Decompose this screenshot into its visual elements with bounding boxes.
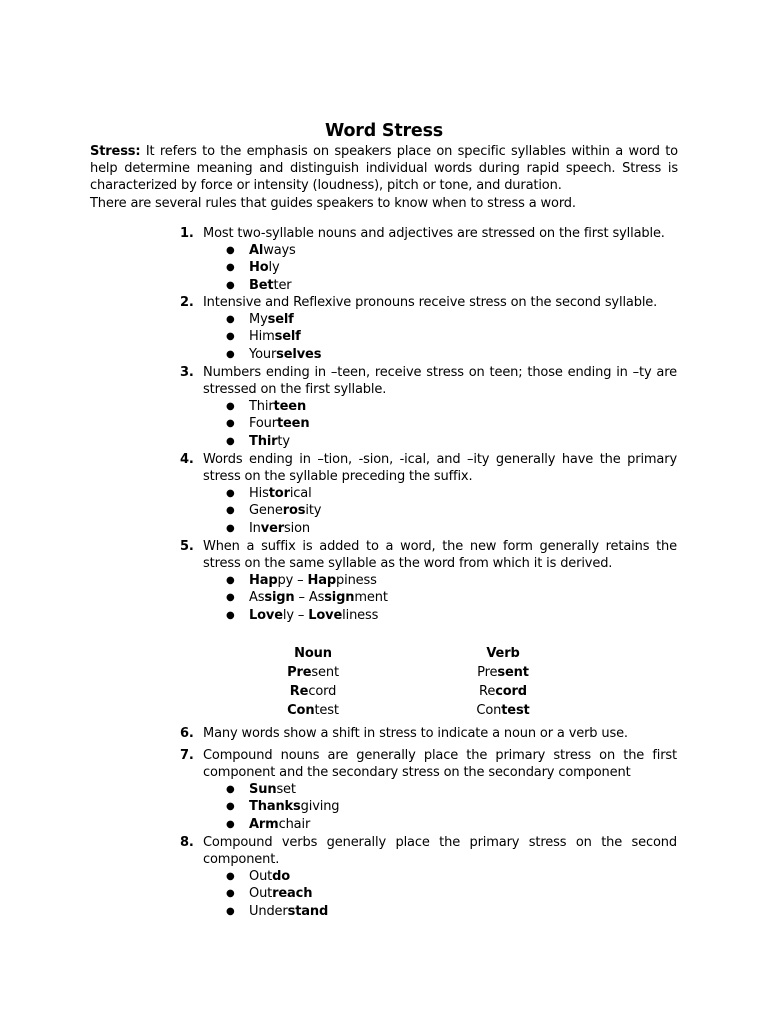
syllable: Re [479, 684, 496, 699]
stress-definition [90, 143, 678, 195]
rule-text: Numbers ending in –teen, receive stress on teen; those ending in –ty are stressed on the first syllable. [203, 365, 677, 398]
syllable: Con [476, 703, 502, 718]
stressed-syllable: Ho [249, 260, 269, 276]
example-word [249, 398, 306, 415]
stressed-syllable: Love [308, 607, 343, 623]
syllable: ty [277, 433, 290, 449]
stressed-syllable: reach [272, 886, 313, 902]
example-item [0, 415, 768, 432]
bullet-icon: ● [226, 418, 235, 430]
example-word [249, 415, 309, 432]
example-word [249, 277, 292, 294]
syllable: Him [249, 329, 275, 345]
stressed-syllable: Bet [249, 277, 274, 293]
example-item [0, 502, 768, 519]
verb-cell [443, 701, 563, 720]
example-item [0, 328, 768, 345]
syllable: His [249, 486, 269, 501]
example-item [0, 903, 768, 920]
stressed-syllable: self [274, 329, 301, 345]
bullet-icon: ● [226, 488, 235, 499]
verb-cell [443, 663, 563, 682]
example-item [0, 398, 768, 415]
syllable: sent [311, 665, 339, 680]
stressed-syllable: Love [249, 607, 283, 623]
example-word [249, 572, 377, 589]
bullet-icon: ● [226, 818, 235, 830]
stressed-syllable: Re [289, 684, 309, 699]
example-item [0, 572, 768, 589]
noun-cell [253, 663, 373, 682]
example-word [249, 607, 378, 624]
syllable: set [276, 782, 296, 797]
bullet-icon: ● [226, 262, 235, 274]
example-word [249, 259, 280, 276]
intro-section [90, 143, 678, 212]
example-item [0, 607, 768, 624]
rule-text: Many words show a shift in stress to indicate a noun or a verb use. [203, 726, 628, 741]
stressed-syllable: Pre [287, 665, 312, 680]
stressed-syllable: self [267, 312, 294, 327]
example-item [0, 259, 768, 276]
example-list [0, 868, 768, 920]
bullet-icon: ● [226, 784, 235, 795]
example-word [249, 885, 312, 902]
syllable: test [314, 703, 339, 718]
example-word [249, 346, 321, 363]
bullet-icon: ● [226, 522, 235, 534]
example-word [249, 520, 310, 537]
stressed-syllable: do [272, 869, 291, 884]
example-item [0, 346, 768, 363]
example-word [249, 433, 290, 450]
verb-header: Verb [486, 646, 520, 661]
stressed-syllable: stand [287, 903, 329, 919]
syllable: ical [289, 486, 312, 501]
example-word [249, 311, 294, 328]
syllable: ity [305, 503, 322, 519]
example-word [249, 781, 296, 798]
syllable: As [249, 590, 265, 606]
syllable: – As [294, 590, 325, 606]
stressed-syllable: Con [287, 703, 315, 718]
syllable: Gene [249, 503, 283, 519]
bullet-icon: ● [226, 505, 235, 517]
syllable: chair [278, 816, 311, 832]
example-word [249, 868, 290, 885]
bullet-icon: ● [226, 279, 235, 291]
stressed-syllable: Al [249, 243, 264, 258]
example-word [249, 589, 388, 606]
rule-number: 8. [180, 835, 194, 850]
rule-text: Most two-syllable nouns and adjectives are stressed on the first syllable. [203, 226, 665, 241]
stressed-syllable: Thanks [249, 799, 301, 815]
example-word [249, 502, 321, 519]
rule-text: Compound verbs generally place the primary stress on the second component. [203, 835, 677, 868]
rule-number: 7. [180, 748, 194, 763]
example-item [0, 885, 768, 902]
example-word [249, 242, 296, 259]
syllable: piness [336, 573, 377, 588]
syllable: Thir [249, 399, 274, 414]
bullet-icon: ● [226, 314, 235, 325]
rule-number: 2. [180, 295, 194, 310]
bullet-icon: ● [226, 801, 235, 813]
page-title: Word Stress [324, 121, 444, 141]
verb-column [443, 645, 563, 720]
stressed-syllable: sign [324, 590, 355, 606]
syllable: Four [249, 416, 277, 432]
noun-header: Noun [294, 646, 332, 661]
stressed-syllable: teen [273, 399, 307, 414]
bullet-icon: ● [226, 609, 235, 621]
stressed-syllable: teen [276, 416, 310, 432]
example-list [0, 311, 768, 363]
stressed-syllable: Arm [249, 816, 279, 832]
syllable: ways [263, 243, 296, 258]
stressed-syllable: sent [497, 665, 529, 680]
example-item [0, 816, 768, 833]
rule-text: When a suffix is added to a word, the new form generally retains the stress on the same syllable as the word from which it is derived. [203, 539, 677, 572]
rule-text: Compound nouns are generally place the primary stress on the first component and the secondary stress on the secondary component [203, 748, 677, 781]
syllable: cord [308, 684, 337, 699]
syllable: Out [249, 869, 273, 884]
syllable: Under [249, 903, 288, 919]
syllable: In [249, 520, 261, 536]
syllable: giving [300, 799, 340, 815]
example-word [249, 328, 301, 345]
stressed-syllable: Hap [249, 573, 278, 588]
noun-cell [253, 701, 373, 720]
stressed-syllable: ros [282, 503, 306, 519]
stressed-syllable: test [501, 703, 530, 718]
rule-number: 4. [180, 452, 194, 467]
stress-label: Stress: [90, 144, 141, 159]
stressed-syllable: Thir [249, 433, 278, 449]
stressed-syllable: cord [495, 684, 527, 699]
stressed-syllable: ver [260, 520, 285, 536]
rule-number: 6. [180, 726, 194, 741]
bullet-icon: ● [226, 331, 235, 343]
noun-cell [253, 682, 373, 701]
bullet-icon: ● [226, 905, 235, 917]
noun-column [253, 645, 373, 720]
example-item [0, 868, 768, 885]
example-word [249, 903, 328, 920]
example-list [0, 781, 768, 833]
bullet-icon: ● [226, 592, 235, 604]
bullet-icon: ● [226, 348, 235, 360]
example-list [0, 572, 768, 624]
syllable: ly [268, 260, 280, 276]
example-item [0, 433, 768, 450]
example-item [0, 485, 768, 502]
verb-cell [443, 682, 563, 701]
example-word [249, 816, 310, 833]
example-item [0, 277, 768, 294]
syllable: sion [284, 520, 311, 536]
example-list [0, 398, 768, 450]
rule-text: Words ending in –tion, -sion, -ical, and –ity generally have the primary stress on the syllable preceding the suffix. [203, 452, 677, 485]
bullet-icon: ● [226, 871, 235, 882]
syllable: My [249, 312, 268, 327]
stressed-syllable: tor [268, 486, 290, 501]
stressed-syllable: Sun [249, 782, 277, 797]
example-list [0, 242, 768, 294]
bullet-icon: ● [226, 401, 235, 412]
example-item [0, 589, 768, 606]
syllable: py – [277, 573, 308, 588]
example-item [0, 311, 768, 328]
stressed-syllable: selves [276, 346, 322, 362]
stressed-syllable: Hap [307, 573, 336, 588]
bullet-icon: ● [226, 575, 235, 586]
syllable: liness [342, 607, 379, 623]
syllable: ly – [282, 607, 309, 623]
example-item [0, 781, 768, 798]
syllable: Out [249, 886, 273, 902]
syllable: Your [249, 346, 277, 362]
example-item [0, 798, 768, 815]
rules-intro: There are several rules that guides speakers to know when to stress a word. [90, 195, 576, 211]
example-word [249, 798, 339, 815]
example-item [0, 520, 768, 537]
example-list [0, 485, 768, 537]
rule-number: 5. [180, 539, 194, 554]
rule-text: Intensive and Reflexive pronouns receive stress on the second syllable. [203, 295, 658, 310]
example-word [249, 485, 312, 502]
syllable: ter [273, 277, 292, 293]
bullet-icon: ● [226, 245, 235, 256]
definition-text: It refers to the emphasis on speakers place on specific syllables within a word to help determine meaning and distinguish individual words during rapid speech. Stress is characterized by force or intensity (loudness), pitch or tone, and duration. [90, 144, 678, 194]
stressed-syllable: sign [264, 590, 295, 606]
bullet-icon: ● [226, 888, 235, 900]
rule-number: 3. [180, 365, 194, 380]
example-item [0, 242, 768, 259]
syllable: Pre [477, 665, 498, 680]
syllable: ment [354, 590, 388, 606]
rule-number: 1. [180, 226, 194, 241]
bullet-icon: ● [226, 435, 235, 447]
